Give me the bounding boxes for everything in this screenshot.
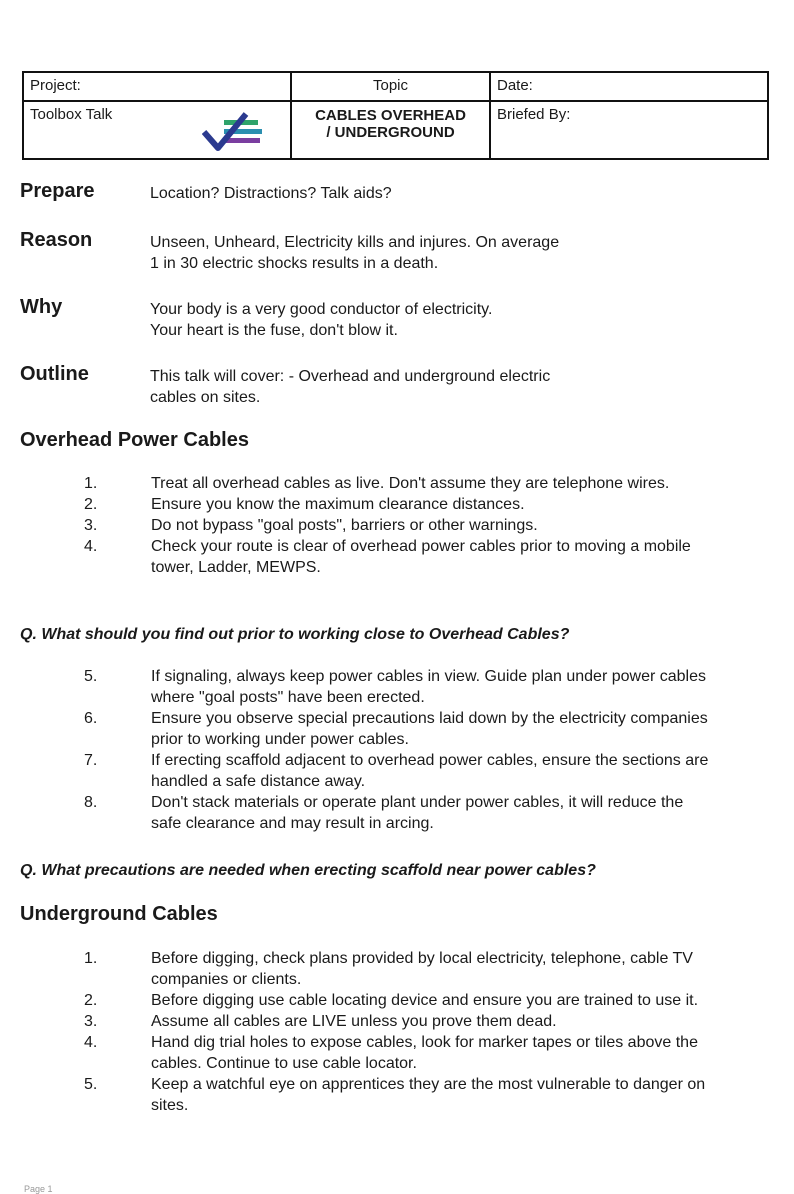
project-label-cell (23, 72, 291, 101)
date-label: Date: (497, 77, 533, 94)
intro-text (150, 299, 670, 341)
intro-text (150, 232, 670, 274)
intro-line: Your heart is the fuse, don't blow it. (150, 322, 398, 339)
list-number: 4. (84, 538, 98, 555)
intro-label: Outline (20, 363, 89, 385)
list-item (0, 515, 794, 536)
topic-value-line1: CABLES OVERHEAD (315, 107, 466, 124)
topic-value-line2: / UNDERGROUND (326, 124, 455, 141)
list-number: 8. (84, 794, 98, 811)
overhead-list-b (0, 666, 794, 834)
list-number: 5. (84, 668, 98, 685)
intro-line: 1 in 30 electric shocks results in a death. (150, 255, 439, 272)
topic-label-cell (291, 72, 490, 101)
list-item (0, 473, 794, 494)
list-number: 3. (84, 1013, 98, 1030)
intro-text (150, 183, 670, 204)
list-number: 1. (84, 950, 98, 967)
project-label: Project: (30, 77, 81, 94)
topic-value-cell (291, 101, 490, 159)
intro-line: Location? Distractions? Talk aids? (150, 185, 392, 202)
intro-line: cables on sites. (150, 389, 261, 406)
list-number: 7. (84, 752, 98, 769)
intro-text (150, 366, 670, 408)
underground-list (0, 948, 794, 1116)
list-number: 6. (84, 710, 98, 727)
list-item (0, 948, 794, 990)
list-number: 3. (84, 517, 98, 534)
overhead-list-a (0, 473, 794, 578)
list-text: Check your route is clear of overhead power cables prior to moving a mobile tower, Ladder, MEWPS. (151, 538, 691, 576)
list-item (0, 990, 794, 1011)
intro-label: Reason (20, 229, 93, 251)
list-text: Before digging, check plans provided by local electricity, telephone, cable TV companies or clients. (151, 950, 693, 988)
list-text: Do not bypass "goal posts", barriers or other warnings. (151, 517, 538, 534)
list-item (0, 1032, 794, 1074)
intro-line: Unseen, Unheard, Electricity kills and injures. On average (150, 234, 560, 251)
list-number: 2. (84, 496, 98, 513)
list-number: 2. (84, 992, 98, 1009)
list-text: If erecting scaffold adjacent to overhead power cables, ensure the sections are handled a safe distance away. (151, 752, 709, 790)
list-text: Keep a watchful eye on apprentices they are the most vulnerable to danger on sites. (151, 1076, 706, 1114)
list-text: If signaling, always keep power cables in view. Guide plan under power cables where "goal posts" have been erected. (151, 668, 706, 706)
list-number: 1. (84, 475, 98, 492)
briefed-label-cell (490, 101, 768, 159)
list-text: Treat all overhead cables as live. Don't assume they are telephone wires. (151, 475, 670, 492)
project-value: Toolbox Talk (30, 106, 113, 123)
question-1: Q. What should you find out prior to working close to Overhead Cables? (20, 626, 570, 643)
intro-label: Prepare (20, 180, 95, 202)
list-item (0, 666, 794, 708)
intro-line: Your body is a very good conductor of electricity. (150, 301, 493, 318)
list-item (0, 792, 794, 834)
underground-heading: Underground Cables (20, 903, 218, 925)
question-2: Q. What precautions are needed when erecting scaffold near power cables? (20, 862, 596, 879)
list-item (0, 536, 794, 578)
list-text: Ensure you know the maximum clearance distances. (151, 496, 525, 513)
page-footer: Page 1 (24, 1184, 53, 1194)
list-item (0, 1074, 794, 1116)
overhead-heading: Overhead Power Cables (20, 429, 249, 451)
list-text: Ensure you observe special precautions laid down by the electricity companies prior to working under power cables. (151, 710, 708, 748)
list-item (0, 708, 794, 750)
list-text: Before digging use cable locating device and ensure you are trained to use it. (151, 992, 699, 1009)
project-value-cell (23, 101, 291, 159)
intro-line: This talk will cover: - Overhead and underground electric (150, 368, 551, 385)
list-text: Don't stack materials or operate plant under power cables, it will reduce the safe clearance and may result in arcing. (151, 794, 684, 832)
intro-label: Why (20, 296, 63, 318)
date-label-cell (490, 72, 768, 101)
checkmark-logo-icon (202, 110, 268, 154)
list-number: 4. (84, 1034, 98, 1051)
header-table (22, 71, 769, 160)
list-item (0, 1011, 794, 1032)
list-item (0, 750, 794, 792)
list-item (0, 494, 794, 515)
list-text: Hand dig trial holes to expose cables, look for marker tapes or tiles above the cables. Continue to use cable locator. (151, 1034, 698, 1072)
list-text: Assume all cables are LIVE unless you prove them dead. (151, 1013, 557, 1030)
list-number: 5. (84, 1076, 98, 1093)
briefed-label: Briefed By: (497, 106, 571, 123)
topic-label: Topic (372, 77, 409, 94)
